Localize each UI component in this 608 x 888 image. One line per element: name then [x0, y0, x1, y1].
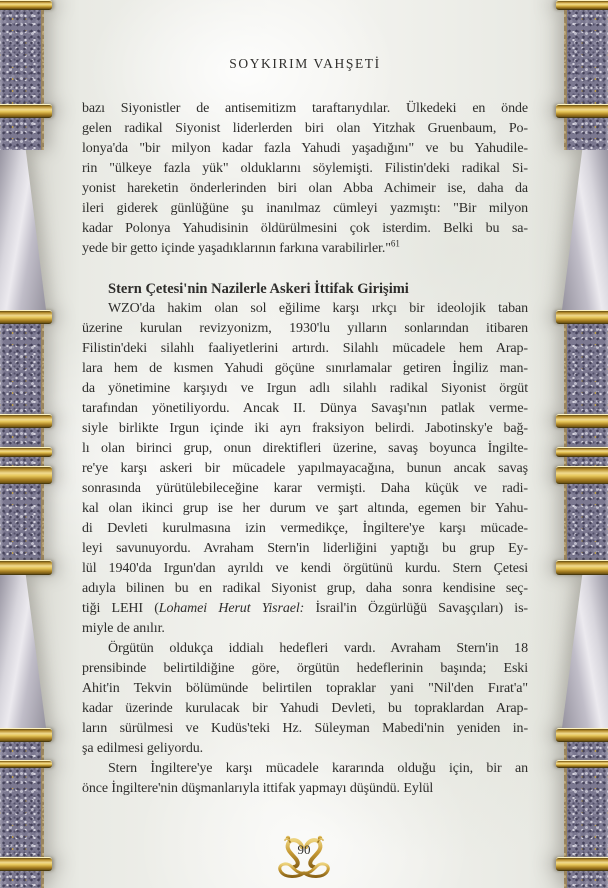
gold-band-decoration [0, 310, 52, 324]
marble-shaft-decoration [0, 575, 46, 728]
gold-band-decoration [0, 414, 52, 428]
text-segment: Ahit'in Tekvin bölümünde belirtilen topraklar yani "Nil'den Fırat'a" [82, 681, 528, 696]
text-line [82, 459, 528, 479]
text-line [82, 159, 528, 179]
text-line [82, 779, 528, 799]
text-segment: siyle birlikte Irgun içinde iki ayrı fraksiyon belirdi. Jabotinsky'e bağ- [82, 421, 528, 436]
text-segment: rin "ülkeye fazla yük" olduklarını söylemişti. Filistin'deki radikal Si- [82, 161, 528, 176]
text-line [82, 119, 528, 139]
text-line [82, 179, 528, 199]
granite-block-decoration [564, 324, 608, 414]
text-segment: Lohamei Herut Yisrael: [158, 601, 305, 616]
text-segment: önce İngiltere'nin düşmanlarıyla ittifak yapmayı düşündü. Eylül [82, 781, 434, 796]
right-pillar-decoration [552, 0, 608, 888]
text-segment: İsrail'in Özgürlüğü Savaşçıları) is- [304, 601, 528, 616]
granite-block-decoration [0, 768, 44, 857]
page-footer [0, 833, 608, 881]
text-line [82, 639, 528, 659]
text-line [82, 419, 528, 439]
granite-block-decoration [0, 871, 44, 888]
marble-shaft-decoration [562, 575, 608, 728]
granite-block-decoration [564, 10, 608, 104]
text-line [82, 739, 528, 759]
left-pillar-decoration [0, 0, 56, 888]
granite-block-decoration [564, 871, 608, 888]
text-line [82, 359, 528, 379]
granite-block-decoration [0, 457, 44, 466]
text-segment: lonya'da "bir milyon kadar fazla Yahudi yaşadığını" ve bu Yahudile- [82, 141, 528, 156]
section-heading: Stern Çetesi'nin Nazilerle Askeri İttifak Girişimi [108, 281, 409, 297]
text-segment: WZO'da hakim olan sol eğilime karşı ırkçı bir ideolojik taban [108, 301, 528, 316]
gold-band-decoration [0, 857, 52, 871]
text-line [82, 559, 528, 579]
granite-block-decoration [0, 10, 44, 104]
text-line [82, 139, 528, 159]
text-line [82, 219, 528, 239]
text-segment: prensibinde belirtildiğine göre, örgütün hedeflerinin başında; Eski [82, 661, 528, 676]
gold-band-decoration [556, 857, 608, 871]
gold-band-decoration [556, 447, 608, 457]
text-segment: adıyla bilinen bu en radikal Siyonist grup, daha sonra kendisine seç- [82, 581, 528, 596]
text-line [82, 399, 528, 419]
text-segment: kal olan ikinci grup ise her durum ve şart altında, egemen bir Yahu- [82, 501, 528, 516]
text-line [82, 719, 528, 739]
gold-band-decoration [0, 560, 52, 575]
text-line [82, 379, 528, 399]
text-segment: Örgütün oldukça iddialı hedefleri vardı. Avraham Stern'in 18 [108, 641, 528, 656]
text-line [82, 699, 528, 719]
text-segment: bazı Siyonistler de antisemitizm taraftarıydılar. Ülkedeki en önde [82, 101, 528, 116]
text-line [82, 239, 528, 259]
text-line [82, 499, 528, 519]
granite-block-decoration [564, 118, 608, 150]
granite-block-decoration [0, 428, 44, 447]
gold-band-decoration [0, 447, 52, 457]
text-segment: tarafından yönetiliyordu. Ancak II. Dünya Savaşı'nın patlak verme- [82, 401, 528, 416]
text-segment: Filistin'deki silahlı faaliyetlerini artırdı. Silahlı mücadele hem Arap- [82, 341, 528, 356]
text-segment: lı olan birinci grup, onun direktifleri üzerine, savaş boyunca İngilte- [82, 441, 528, 456]
text-line [82, 619, 528, 639]
text-segment: üzerine kurulan revizyonizm, 1930'lu yılların sonlarından itibaren [82, 321, 528, 336]
footer-ornament [267, 833, 341, 879]
text-line [82, 199, 528, 219]
text-line [82, 539, 528, 559]
granite-block-decoration [564, 457, 608, 466]
granite-block-decoration [0, 118, 44, 150]
paragraph [82, 99, 528, 259]
text-segment: şa edilmesi geliyordu. [82, 741, 204, 756]
text-segment: ileri giderek günlüğüne şu inanılmaz cümleyi yazmıştı: "Bir milyon [82, 201, 528, 216]
footnote-marker: 61 [390, 238, 400, 249]
gold-band-decoration [556, 104, 608, 118]
text-line [82, 759, 528, 779]
text-segment: gelen radikal Siyonist liderlerden biri olan Yitzhak Gruenbaum, Po- [82, 121, 528, 136]
granite-block-decoration [0, 484, 44, 560]
gold-band-decoration [556, 466, 608, 484]
text-segment: sonrasında yürütülebileceğine karar vermişti. Daha küçük ve radi- [82, 481, 528, 496]
gold-band-decoration [556, 0, 608, 10]
text-segment: Stern İngiltere'ye karşı mücadele kararında olduğu için, bir an [108, 761, 528, 776]
body-text [82, 99, 528, 799]
gold-band-decoration [556, 760, 608, 768]
text-line [82, 319, 528, 339]
gold-band-decoration [0, 104, 52, 118]
text-line [82, 479, 528, 499]
text-line [82, 519, 528, 539]
text-line [82, 679, 528, 699]
text-segment: leyi savunuyordu. Avraham Stern'in liderliğini yaptığı bu grup Ey- [82, 541, 528, 556]
gold-band-decoration [0, 466, 52, 484]
gold-band-decoration [556, 414, 608, 428]
text-segment: kadar üzerinde kurulacak bir Yahudi Devleti, bu topraklardan Arap- [82, 701, 528, 716]
marble-shaft-decoration [562, 150, 608, 310]
text-line [82, 99, 528, 119]
text-segment: miyle de anılır. [82, 621, 165, 636]
granite-block-decoration [564, 484, 608, 560]
gold-band-decoration [0, 0, 52, 10]
gold-band-decoration [0, 728, 52, 742]
text-segment: ların sürülmesi ve Kudüs'teki Hz. Süleyman Mabedi'nin yeniden in- [82, 721, 528, 736]
text-segment: re'ye karşı askeri bir mücadele yapılmayacağına, bunun ancak savaş [82, 461, 528, 476]
paragraph [82, 639, 528, 759]
paragraph [82, 299, 528, 639]
gold-band-decoration [556, 310, 608, 324]
text-segment: da yönetimine karşıydı ve Irgun adlı silahlı radikal Siyonist örgüt [82, 381, 528, 396]
text-segment: tiği LEHI ( [82, 601, 159, 616]
running-header: SOYKIRIM VAHŞETİ [229, 56, 381, 71]
text-segment: lara hem de kısmen Yahudi göçüne sınırlamalar getiren İngiliz man- [82, 361, 528, 376]
granite-block-decoration [0, 742, 44, 760]
text-line [82, 439, 528, 459]
gold-band-decoration [0, 760, 52, 768]
granite-block-decoration [564, 742, 608, 760]
text-segment: yonist hareketin önderlerinden biri olan Abba Achimeir ise, daha da [82, 181, 528, 196]
text-line [82, 599, 528, 619]
granite-block-decoration [564, 768, 608, 857]
text-line [82, 659, 528, 679]
text-segment: yede bir getto içinde yaşadıklarının farkına varabilirler." [82, 241, 391, 256]
gold-band-decoration [556, 560, 608, 575]
marble-shaft-decoration [0, 150, 46, 310]
text-segment: lül 1940'da Irgun'dan ayrıldı ve kendi örgütünü kurdu. Stern Çetesi [82, 561, 528, 576]
gold-band-decoration [556, 728, 608, 742]
paragraph [82, 759, 528, 799]
text-segment: di Devleti kurulmasına izin vermedikçe, İngiltere'ye karşı mücade- [82, 521, 528, 536]
text-segment: kadar Polonya Yahudisinin öldürülmesini çok isterdim. Belki bu sa- [82, 221, 528, 236]
text-line [82, 339, 528, 359]
text-line [82, 579, 528, 599]
granite-block-decoration [564, 428, 608, 447]
granite-block-decoration [0, 324, 44, 414]
page-number: 90 [297, 842, 311, 857]
text-line [82, 299, 528, 319]
